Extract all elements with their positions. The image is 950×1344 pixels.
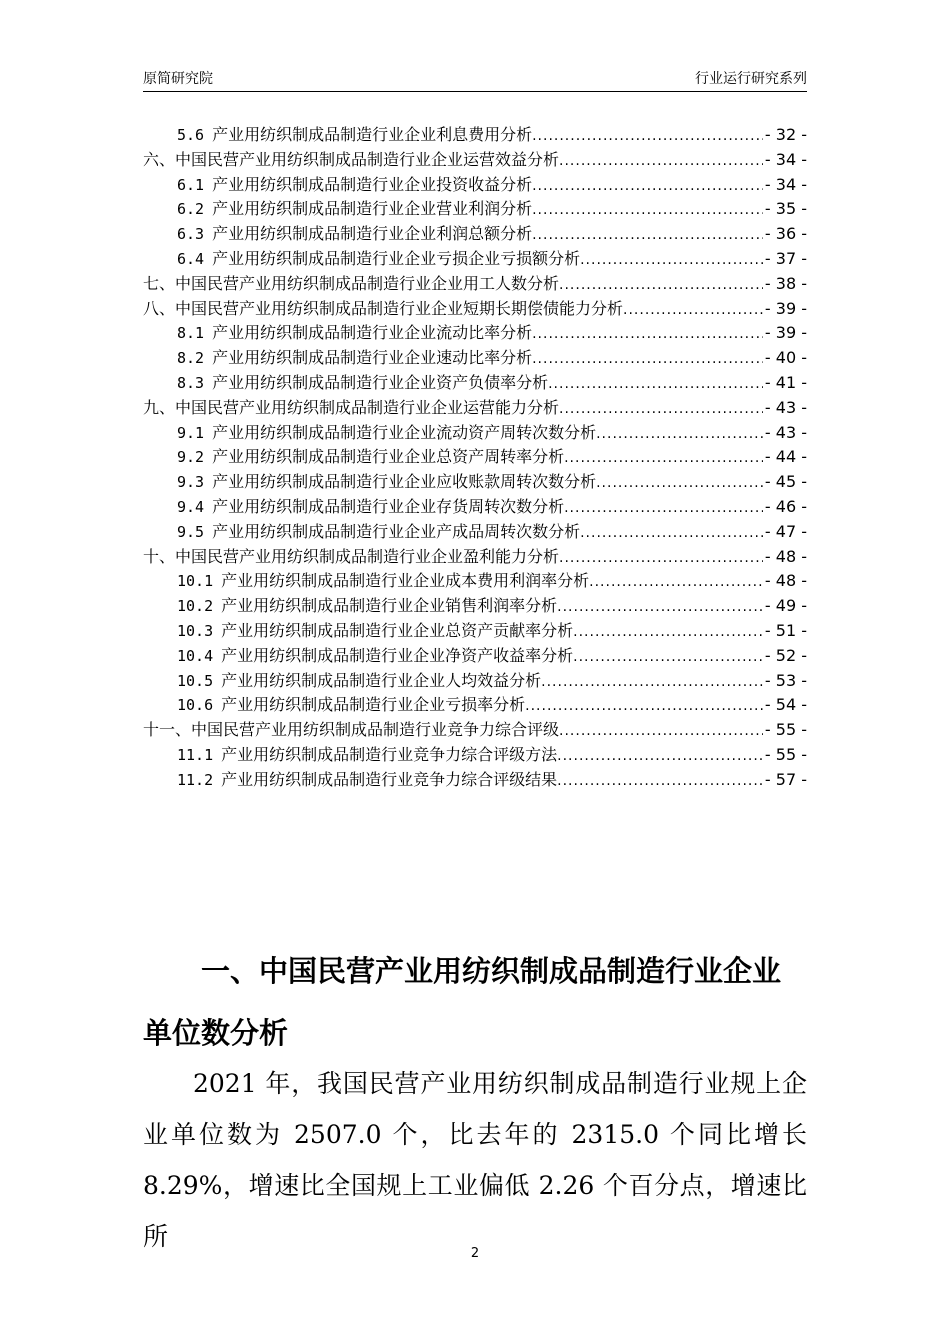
toc-entry[interactable] (143, 371, 807, 396)
toc-entry[interactable] (143, 247, 807, 272)
toc-entry-number: 8.3 (177, 373, 205, 392)
toc-entry-title: 产业用纺织制成品制造行业企业净资产收益率分析 (221, 645, 574, 665)
toc-entry-number: 10.1 (177, 572, 214, 591)
toc-entry-title: 产业用纺织制成品制造行业企业总资产周转率分析 (212, 447, 565, 467)
toc-leader-dots (564, 446, 763, 470)
toc-entry[interactable] (143, 272, 807, 297)
toc-entry-title: 产业用纺织制成品制造行业企业产成品周转次数分析 (212, 521, 581, 541)
toc-entry-page: - 39 - (764, 298, 807, 318)
toc-entry-title: 产业用纺织制成品制造行业竞争力综合评级结果 (221, 769, 558, 789)
toc-entry-number: 10.2 (177, 597, 214, 616)
toc-entry-page: - 53 - (764, 670, 807, 690)
toc-entry-title: 产业用纺织制成品制造行业企业速动比率分析 (212, 348, 533, 368)
body-paragraph-text: 2021 年，我国民营产业用纺织制成品制造行业规上企业单位数为 2507.0 个，比去年的 2315.0 个同比增长 8.29%，增速比全国规上工业偏低 2.26 个百分点，增速比所 (143, 1069, 807, 1251)
toc-entry-page: - 43 - (764, 397, 807, 417)
toc-leader-dots (557, 769, 763, 793)
toc-leader-dots (573, 645, 763, 669)
toc-entry-page: - 37 - (764, 248, 807, 268)
toc-leader-dots (532, 322, 763, 346)
section-heading (143, 940, 807, 1064)
toc-entry-page: - 45 - (764, 472, 807, 492)
toc-entry-number: 10.3 (177, 621, 214, 640)
toc-entry-title: 产业用纺织制成品制造行业企业利息费用分析 (212, 125, 533, 144)
toc-entry-page: - 55 - (764, 720, 807, 740)
toc-entry[interactable] (143, 470, 807, 495)
toc-entry-number: 9.1 (177, 423, 205, 442)
toc-entry[interactable] (143, 297, 807, 322)
toc-entry-page: - 36 - (764, 224, 807, 244)
toc-entry[interactable] (143, 743, 807, 768)
toc-entry[interactable] (143, 520, 807, 545)
toc-entry-title: 产业用纺织制成品制造行业企业人均效益分析 (221, 670, 542, 690)
toc-leader-dots (559, 397, 763, 421)
toc-entry[interactable] (143, 396, 807, 421)
toc-entry-page: - 44 - (764, 447, 807, 467)
toc-entry[interactable] (143, 495, 807, 520)
toc-leader-dots (532, 124, 763, 148)
toc-entry-page: - 52 - (764, 645, 807, 665)
toc-entry-number: 8.1 (177, 324, 205, 343)
toc-leader-dots (557, 744, 763, 768)
toc-leader-dots (532, 347, 763, 371)
toc-entry[interactable] (143, 693, 807, 718)
toc-entry-title: 产业用纺织制成品制造行业企业流动比率分析 (212, 323, 533, 343)
toc-entry-title: 产业用纺织制成品制造行业企业亏损率分析 (221, 695, 526, 715)
toc-entry-title: 产业用纺织制成品制造行业企业亏损企业亏损额分析 (212, 248, 581, 268)
toc-entry-number: 6.4 (177, 249, 205, 268)
toc-entry-title: 产业用纺织制成品制造行业企业投资收益分析 (212, 174, 533, 194)
page-number: 2 (470, 1246, 480, 1261)
toc-leader-dots (573, 620, 763, 644)
page-header (143, 62, 807, 92)
toc-entry-title: 产业用纺织制成品制造行业企业流动资产周转次数分析 (212, 422, 597, 442)
toc-entry[interactable] (143, 222, 807, 247)
toc-entry-number: 10.6 (177, 696, 214, 715)
toc-entry-title: 十、中国民营产业用纺织制成品制造行业企业盈利能力分析 (143, 546, 560, 566)
toc-entry-title: 十一、中国民营产业用纺织制成品制造行业竞争力综合评级 (143, 720, 560, 740)
toc-entry[interactable] (143, 669, 807, 694)
body-paragraph (143, 1058, 807, 1262)
toc-leader-dots (559, 719, 763, 743)
toc-entry-page: - 55 - (764, 744, 807, 764)
toc-entry-title: 产业用纺织制成品制造行业企业营业利润分析 (212, 199, 533, 219)
toc-entry[interactable] (143, 768, 807, 793)
toc-entry-page: - 48 - (764, 571, 807, 591)
toc-entry-page: - 38 - (764, 273, 807, 293)
toc-entry-page: - 49 - (764, 596, 807, 616)
toc-leader-dots (532, 198, 763, 222)
toc-entry[interactable] (143, 718, 807, 743)
toc-entry[interactable] (143, 421, 807, 446)
toc-leader-dots (580, 248, 763, 272)
toc-leader-dots (548, 372, 763, 396)
toc-leader-dots (589, 570, 763, 594)
toc-entry-number: 9.3 (177, 473, 205, 492)
toc-entry-number: 5.6 (177, 126, 205, 144)
toc-entry[interactable] (143, 346, 807, 371)
toc-entry-number: 11.2 (177, 770, 214, 789)
toc-entry[interactable] (143, 123, 807, 148)
toc-leader-dots (557, 595, 763, 619)
toc-entry-number: 6.1 (177, 175, 205, 194)
toc-leader-dots (564, 496, 763, 520)
header-series-title: 行业运行研究系列 (695, 71, 807, 87)
toc-entry-title: 七、中国民营产业用纺织制成品制造行业企业用工人数分析 (143, 273, 560, 293)
toc-entry-page: - 54 - (764, 695, 807, 715)
toc-leader-dots (596, 422, 763, 446)
toc-entry-title: 产业用纺织制成品制造行业企业总资产贡献率分析 (221, 620, 574, 640)
toc-leader-dots (623, 298, 763, 322)
toc-entry-title: 六、中国民营产业用纺织制成品制造行业企业运营效益分析 (143, 149, 560, 169)
toc-entry[interactable] (143, 594, 807, 619)
toc-entry-number: 10.5 (177, 671, 214, 690)
toc-leader-dots (559, 546, 763, 570)
section-heading-text: 一、中国民营产业用纺织制成品制造行业企业单位数分析 (143, 954, 782, 1050)
table-of-contents (143, 123, 807, 793)
toc-leader-dots (559, 273, 763, 297)
toc-leader-dots (580, 521, 763, 545)
toc-entry-number: 8.2 (177, 349, 205, 368)
toc-entry-title: 产业用纺织制成品制造行业企业利润总额分析 (212, 224, 533, 244)
toc-entry-title: 产业用纺织制成品制造行业企业应收账款周转次数分析 (212, 472, 597, 492)
toc-entry[interactable] (143, 197, 807, 222)
toc-entry-page: - 43 - (764, 422, 807, 442)
toc-entry-number: 6.3 (177, 225, 205, 244)
toc-leader-dots (559, 149, 763, 173)
toc-entry-page: - 48 - (764, 546, 807, 566)
toc-entry-number: 9.2 (177, 448, 205, 467)
toc-entry-page: - 39 - (764, 323, 807, 343)
toc-entry-page: - 34 - (764, 174, 807, 194)
toc-entry-number: 9.5 (177, 522, 205, 541)
toc-entry[interactable] (143, 545, 807, 570)
toc-entry-title: 九、中国民营产业用纺织制成品制造行业企业运营能力分析 (143, 397, 560, 417)
toc-entry-title: 产业用纺织制成品制造行业竞争力综合评级方法 (221, 744, 558, 764)
toc-entry-number: 11.1 (177, 745, 214, 764)
toc-leader-dots (541, 670, 763, 694)
toc-entry-title: 产业用纺织制成品制造行业企业存货周转次数分析 (212, 496, 565, 516)
toc-leader-dots (596, 471, 763, 495)
header-divider (143, 91, 807, 92)
toc-entry[interactable] (143, 644, 807, 669)
toc-entry[interactable] (143, 445, 807, 470)
toc-entry-page: - 35 - (764, 199, 807, 219)
toc-entry-title: 八、中国民营产业用纺织制成品制造行业企业短期长期偿债能力分析 (143, 298, 624, 318)
toc-entry-page: - 57 - (764, 769, 807, 789)
toc-entry[interactable] (143, 173, 807, 198)
toc-leader-dots (525, 694, 763, 718)
toc-entry-page: - 51 - (764, 620, 807, 640)
toc-leader-dots (532, 174, 763, 198)
toc-entry-number: 6.2 (177, 200, 205, 219)
toc-entry-title: 产业用纺织制成品制造行业企业销售利润率分析 (221, 596, 558, 616)
header-organization: 原简研究院 (143, 71, 213, 87)
toc-entry-page: - 32 - (764, 125, 807, 144)
toc-entry-page: - 41 - (764, 372, 807, 392)
toc-entry[interactable] (143, 619, 807, 644)
toc-entry-page: - 47 - (764, 521, 807, 541)
toc-entry-page: - 46 - (764, 496, 807, 516)
toc-entry[interactable] (143, 321, 807, 346)
toc-entry[interactable] (143, 569, 807, 594)
toc-entry-title: 产业用纺织制成品制造行业企业资产负债率分析 (212, 372, 549, 392)
toc-entry-title: 产业用纺织制成品制造行业企业成本费用利润率分析 (221, 571, 590, 591)
toc-entry-page: - 40 - (764, 348, 807, 368)
toc-entry-number: 9.4 (177, 497, 205, 516)
toc-entry-number: 10.4 (177, 646, 214, 665)
toc-entry-page: - 34 - (764, 149, 807, 169)
toc-entry[interactable] (143, 148, 807, 173)
toc-leader-dots (532, 223, 763, 247)
